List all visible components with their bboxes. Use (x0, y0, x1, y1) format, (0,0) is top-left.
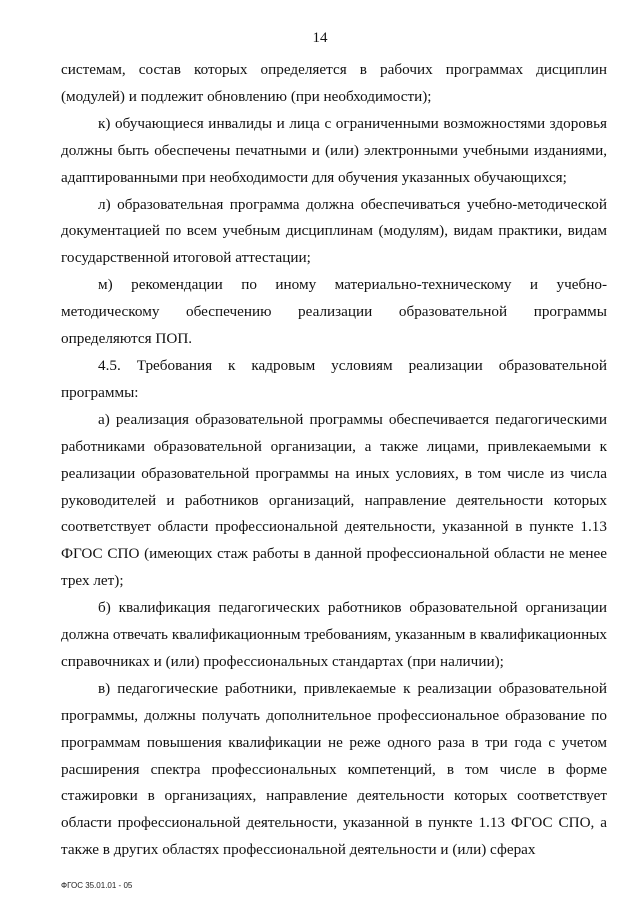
page-number: 14 (312, 30, 328, 46)
paragraph-item-k: к) обучающиеся инвалиды и лица с ограниченными возможностями здоровья должны быть обеспечены печатными и (или) электронными учебными изданиями, адаптированными при необходимости для обучения указанных обучающихся; (61, 114, 607, 186)
paragraph-item-v: в) педагогические работники, привлекаемые к реализации образовательной программы, должны получать дополнительное профессиональное образование по программам повышения квалификации не реже одного раза в три года с учетом расширения спектра профессиональных компетенций, в том числе в форме стажировки в организациях, направление деятельности которых соответствует области профессиональной деятельности, указанной в пункте 1.13 ФГОС СПО, а также в других областях профессиональной деятельности и (или) сферах (61, 679, 607, 859)
paragraph-item-l: л) образовательная программа должна обеспечиваться учебно-методической документацией по всем учебным дисциплинам (модулям), видам практики, видам государственной итоговой аттестации; (61, 195, 607, 267)
document-body (61, 57, 607, 864)
paragraph-item-m: м) рекомендации по иному материально-техническому и учебно-методическому обеспечению реализации образовательной программы определяются ПОП. (61, 276, 607, 348)
section-heading-4-5: 4.5. Требования к кадровым условиям реализации образовательной программы: (61, 356, 607, 401)
paragraph-continuation: системам, состав которых определяется в рабочих программах дисциплин (модулей) и подлежит обновлению (при необходимости); (61, 61, 607, 105)
paragraph-item-b: б) квалификация педагогических работников образовательной организации должна отвечать квалификационным требованиям, указанным в квалификационных справочниках и (или) профессиональных стандартах (при наличии); (61, 599, 607, 670)
paragraph-item-a: а) реализация образовательной программы обеспечивается педагогическими работниками образовательной организации, а также лицами, привлекаемыми к реализации образовательной программы на иных условиях, в том числе из числа руководителей и работников организаций, направление деятельности которых соответствует области профессиональной деятельности, указанной в пункте 1.13 ФГОС СПО (имеющих стаж работы в данной профессиональной области не менее трех лет); (61, 410, 607, 590)
footer-document-code: ФГОС 35.01.01 - 05 (61, 881, 133, 890)
